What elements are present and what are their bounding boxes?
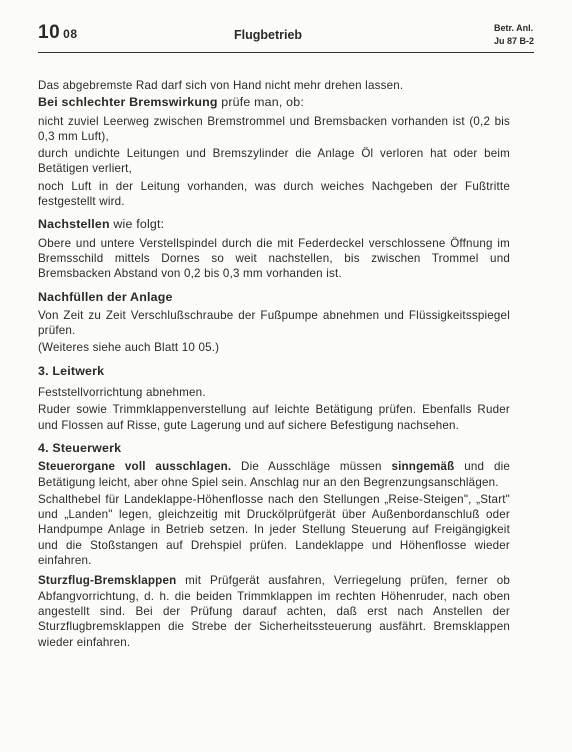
text-run: und die Betätigung leicht, aber ohne Spiel sein. Anschlag nur an den Begrenzungsanschlägen.	[38, 460, 511, 489]
heading-bold: Bei schlechter Bremswirkung	[38, 95, 218, 110]
bold-phrase: Steuerorgane voll ausschlagen.	[38, 460, 232, 474]
paragraph: nicht zuviel Leerweg zwischen Bremstrommel und Bremsbacken vorhanden ist (0,2 bis 0,3 mm Luft),	[38, 114, 510, 143]
document-body	[38, 78, 510, 650]
paragraph: Das abgebremste Rad darf sich von Hand nicht mehr drehen lassen.	[38, 79, 404, 92]
bold-phrase: sinngemäß	[391, 460, 455, 474]
heading-bold: Nachstellen	[38, 217, 110, 232]
paragraph: durch undichte Leitungen und Bremszylinder die Anlage Öl verloren hat oder beim Betätigen verliert,	[38, 147, 510, 176]
paragraph: Obere und untere Verstellspindel durch die mit Federdeckel verschlossene Öffnung im Bremsschild mittels Dornes so weit nachstellen, bis zwischen Trommel und Bremsbacken Abstand von 0,2 bis 0,3 mm vorhanden ist.	[38, 236, 510, 281]
reference-line-2: Ju 87 B-2	[493, 36, 534, 46]
paragraph: noch Luft in der Leitung vorhanden, was durch weiches Nachgeben der Fußtritte festgestellt wird.	[38, 179, 510, 209]
heading-bold: Nachfüllen der Anlage	[38, 289, 173, 304]
paragraph: Ruder sowie Trimmklappenverstellung auf leichte Betätigung prüfen. Ebenfalls Ruder und Flossen auf Risse, gute Lagerung und auf sichere Befestigung nachsehen.	[38, 403, 510, 432]
section-heading-nachfuellen	[38, 290, 510, 305]
page-header	[38, 20, 534, 56]
page-number	[38, 22, 78, 44]
text-run: mit Prüfgerät ausfahren, Verriegelung prüfen, ferner ob Abfangvorrichtung, d. h. die beiden Trimmklappen im rechten Höhenruder, nach oben angestellt sind. Bei der Prüfung darauf achten, daß erst nach Anstellen der Sturzflugbremsklappen die Strebe der Sicherheitssteuerung ausfährt. Bremsklappen wieder einfahren.	[38, 574, 510, 649]
heading-rest: wie folgt:	[109, 217, 165, 232]
section-heading-bremswirkung	[38, 95, 510, 110]
reference-line-1: Betr. Anl.	[493, 23, 534, 33]
section-heading-steuerwerk	[38, 441, 510, 456]
heading-bold: 3. Leitwerk	[38, 363, 105, 378]
page-number-main: 10	[38, 22, 61, 43]
document-reference	[494, 22, 534, 48]
text-run: Die Ausschläge müssen	[231, 460, 392, 474]
heading-bold: 4. Steuerwerk	[38, 440, 122, 455]
paragraph: Feststellvorrichtung abnehmen.	[38, 386, 206, 400]
paragraph: Schalthebel für Landeklappe-Höhenflosse nach den Stellungen „Reise-Steigen", „Start" und „Landen" legen, gleichzeitig mit Druckölprüfgerät über Außenbordanschluß oder Handpumpe Anlage in Betrieb setzen. In jeder Stellung Steuerung auf Freigängigkeit und die Stoßstangen auf Drehspiel prüfen. Landeklappe und Höhenflosse wieder einfahren.	[38, 492, 510, 568]
heading-rest: prüfe man, ob:	[217, 95, 304, 110]
section-heading-leitwerk	[38, 364, 510, 379]
section-heading-nachstellen	[38, 217, 510, 232]
paragraph: Von Zeit zu Zeit Verschlußschraube der Fußpumpe abnehmen und Flüssigkeitsspiegel prüfen.	[38, 308, 510, 338]
paragraph	[38, 459, 510, 490]
paragraph	[38, 573, 510, 649]
header-rule	[38, 52, 534, 53]
page-title: Flugbetrieb	[234, 28, 303, 42]
page-number-suffix: 08	[63, 27, 78, 41]
paragraph: (Weiteres siehe auch Blatt 10 05.)	[38, 341, 220, 355]
bold-phrase: Sturzflug-Bremsklappen	[38, 574, 177, 588]
document-page	[38, 20, 534, 652]
